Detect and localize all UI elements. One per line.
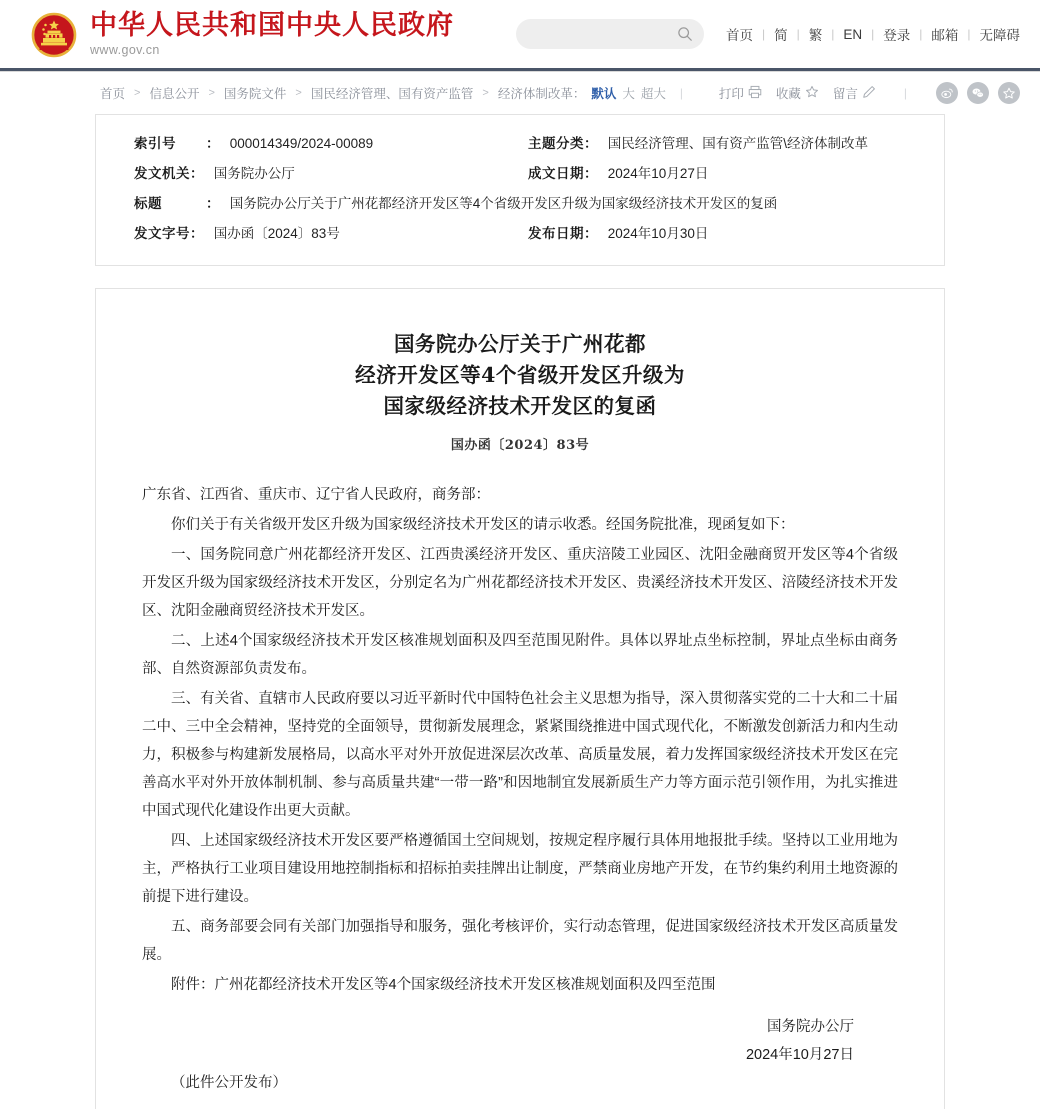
- pencil-icon: [862, 85, 876, 102]
- document-metadata-box: [95, 114, 945, 266]
- meta-label-written-date: 成文日期：: [528, 166, 598, 181]
- table-row: [134, 159, 922, 189]
- header-link-english[interactable]: EN: [843, 26, 863, 42]
- header-link-traditional[interactable]: 繁: [808, 28, 823, 43]
- header-link-home[interactable]: 首页: [725, 28, 753, 43]
- header-sep: |: [967, 27, 971, 41]
- table-row: [134, 189, 922, 219]
- meta-value-written-date: 2024年10月27日: [607, 166, 709, 181]
- paragraph-item-4: 四、上述国家级经济技术开发区要严格遵循国土空间规划，按规定程序履行具体用地报批手续。坚持以工业用地为主，严格执行工业项目建设用地控制指标和招标拍卖挂牌出让制度，严禁商业房地产开发，在节约集约利用土地资源的前提下进行建设。: [142, 833, 898, 905]
- meta-label-index: 索引号 ：: [134, 136, 220, 151]
- breadcrumb-item-info-disclosure[interactable]: 信息公开: [149, 87, 200, 101]
- header-inner: [0, 9, 1040, 59]
- chevron-right-icon: >: [295, 87, 302, 99]
- header-sep: |: [761, 27, 766, 41]
- site-url: www.gov.cn: [90, 43, 160, 57]
- paragraph-item-2: 二、上述4个国家级经济技术开发区核准规划面积及四至范围见附件。具体以界址点坐标控制，界址点坐标由商务部、自然资源部负责发布。: [142, 633, 898, 677]
- font-size-extra-large[interactable]: 超大: [640, 87, 666, 101]
- header-link-simplified[interactable]: 简: [774, 28, 788, 43]
- chevron-right-icon: >: [208, 87, 215, 99]
- toolbar-divider-2: |: [903, 86, 907, 100]
- header-sep: |: [871, 27, 875, 41]
- document-content: [142, 481, 898, 1097]
- document-title: [142, 329, 898, 422]
- document-body-box: [95, 288, 945, 1109]
- meta-value-published-date: 2024年10月30日: [607, 226, 709, 241]
- meta-cell-topic: [528, 129, 922, 159]
- document-number: 国办函〔2024〕83号: [450, 438, 590, 453]
- toolbar-divider: |: [679, 86, 683, 100]
- toolbar-actions: [719, 82, 1020, 104]
- document-title-line-1: 国务院办公厅关于广州花都: [394, 332, 646, 356]
- breadcrumb-toolbar: [0, 72, 1040, 114]
- table-row: [134, 129, 922, 159]
- font-size-large[interactable]: 大: [622, 87, 635, 101]
- document-title-line-3: 国家级经济技术开发区的复函: [383, 394, 657, 418]
- meta-value-title: 国务院办公厅关于广州花都经济开发区等4个省级开发区升级为国家级经济技术开发区的复函: [229, 196, 778, 211]
- national-emblem-icon: [30, 11, 78, 59]
- header-right: [516, 19, 1022, 49]
- print-label: 打印: [718, 87, 744, 101]
- brand-block: [90, 10, 454, 58]
- site-header: [0, 0, 1040, 68]
- metadata-table: [134, 129, 922, 249]
- search-icon[interactable]: [676, 25, 694, 43]
- meta-label-topic: 主题分类：: [528, 136, 598, 151]
- header-sep: |: [831, 27, 835, 41]
- breadcrumb-item-economic-reform: 经济体制改革：: [497, 87, 586, 101]
- paragraph-item-1: 一、国务院同意广州花都经济开发区、江西贵溪经济开发区、重庆涪陵工业园区、沈阳金融商贸开发区等4个省级开发区升级为国家级经济技术开发区，分别定名为广州花都经济技术开发区、贵溪经济技术开发区、涪陵经济技术开发区、沈阳金融商贸经济技术开发区。: [142, 547, 898, 619]
- meta-cell-title: [134, 189, 922, 219]
- meta-value-topic: 国民经济管理、国有资产监管\经济体制改革: [607, 136, 869, 151]
- print-button[interactable]: [719, 84, 762, 102]
- breadcrumb-item-economy-management[interactable]: 国民经济管理、国有资产监管: [310, 87, 474, 101]
- social-share-group: [927, 82, 1020, 104]
- meta-cell-written-date: [528, 159, 922, 189]
- comment-button[interactable]: [833, 84, 876, 102]
- meta-label-title: 标题 ：: [134, 196, 220, 211]
- paragraph-item-3: 三、有关省、直辖市人民政府要以习近平新时代中国特色社会主义思想为指导，深入贯彻落实党的二十大和二十届二中、三中全会精神，坚持党的全面领导，贯彻新发展理念，紧紧围绕推进中国式现代化，不断激发创新活力和内生动力，积极参与构建新发展格局，以高水平对外开放促进深层次改革、高质量发展，着力发挥国家级经济技术开发区在完善高水平对外开放体制机制、参与高质量共建“一带一路”和因地制宜发展新质生产力等方面示范引领作用，为扎实推进中国式现代化建设作出更大贡献。: [142, 691, 898, 819]
- chevron-right-icon: >: [134, 87, 141, 99]
- header-sep: |: [796, 27, 800, 41]
- paragraph-intro: 你们关于有关省级开发区升级为国家级经济技术开发区的请示收悉。经国务院批准，现函复如下：: [171, 517, 795, 533]
- chevron-right-icon: >: [482, 87, 489, 99]
- meta-label-published-date: 发布日期：: [528, 226, 598, 241]
- search-box[interactable]: [516, 19, 704, 49]
- salutation: 广东省、江西省、重庆市、辽宁省人民政府，商务部：: [142, 487, 490, 503]
- meta-label-issuer: 发文机关：: [134, 166, 204, 181]
- meta-cell-index: [134, 129, 528, 159]
- meta-cell-docnum: [134, 219, 528, 249]
- meta-cell-published-date: [528, 219, 922, 249]
- header-sep: |: [919, 27, 923, 41]
- meta-value-issuer: 国务院办公厅: [213, 166, 295, 181]
- meta-cell-issuer: [134, 159, 528, 189]
- favorite-button[interactable]: [776, 84, 819, 102]
- wechat-icon[interactable]: [967, 82, 989, 104]
- signature-block: [142, 1013, 898, 1069]
- paragraph-item-5: 五、商务部要会同有关部门加强指导和服务，强化考核评价，实行动态管理，促进国家级经济技术开发区高质量发展。: [142, 919, 898, 963]
- font-size-controls: [585, 84, 666, 102]
- favorite-label: 收藏: [775, 87, 801, 101]
- meta-label-docnum: 发文字号：: [134, 226, 204, 241]
- header-links: [724, 24, 1022, 44]
- content-wrap: [0, 114, 1040, 1109]
- site-title: 中华人民共和国中央人民政府: [90, 10, 454, 40]
- document-title-line-2: 经济开发区等4个省级开发区升级为: [355, 363, 685, 387]
- signature-date: 2024年10月27日: [745, 1047, 854, 1063]
- public-release-note: （此件公开发布）: [171, 1075, 287, 1091]
- signer-name: 国务院办公厅: [767, 1019, 854, 1035]
- meta-value-index: 000014349/2024-00089: [229, 136, 374, 151]
- attachment-line: 附件：广州花都经济技术开发区等4个国家级经济技术开发区核准规划面积及四至范围: [171, 977, 716, 993]
- font-size-default[interactable]: 默认: [591, 87, 617, 101]
- header-link-accessibility[interactable]: 无障碍: [979, 28, 1020, 43]
- search-input[interactable]: [532, 21, 676, 47]
- meta-value-docnum: 国办函〔2024〕83号: [213, 226, 340, 241]
- comment-label: 留言: [832, 87, 858, 101]
- printer-icon: [748, 85, 762, 102]
- star-share-icon[interactable]: [998, 82, 1020, 104]
- header-link-login[interactable]: 登录: [883, 28, 911, 43]
- breadcrumb-item-home[interactable]: 首页: [100, 87, 126, 101]
- table-row: [134, 219, 922, 249]
- header-link-mail[interactable]: 邮箱: [931, 28, 959, 43]
- weibo-icon[interactable]: [936, 82, 958, 104]
- breadcrumb-item-state-council-docs[interactable]: 国务院文件: [223, 87, 287, 101]
- star-outline-icon: [805, 85, 819, 102]
